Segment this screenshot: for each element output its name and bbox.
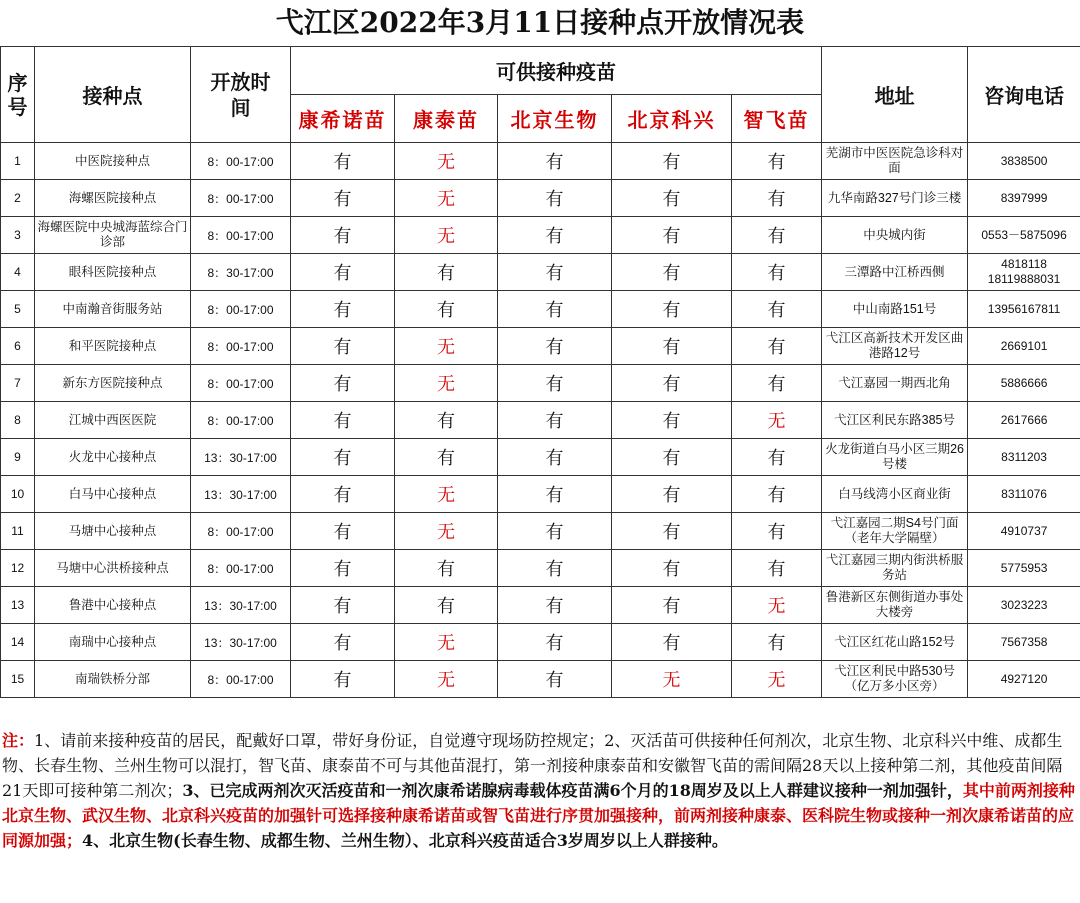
- vaccine-availability: 无: [395, 143, 498, 180]
- vaccine-availability: 有: [395, 402, 498, 439]
- phone-number: 5775953: [968, 550, 1080, 587]
- row-number: 8: [1, 402, 35, 439]
- vaccine-availability: 有: [498, 476, 612, 513]
- opening-hours: 8：00-17:00: [191, 550, 291, 587]
- notes-part-2: 3、已完成两剂次灭活疫苗和一剂次康希诺腺病毒载体疫苗满6个月的18周岁及以上人群建议接种一剂加强针，: [182, 781, 963, 800]
- vaccine-availability: 有: [291, 365, 395, 402]
- vaccine-availability: 有: [498, 143, 612, 180]
- table-row: [1, 661, 1080, 698]
- site-name: 新东方医院接种点: [35, 365, 191, 402]
- opening-hours: 8：00-17:00: [191, 402, 291, 439]
- site-name: 江城中西医医院: [35, 402, 191, 439]
- header-hours: 开放时间: [191, 47, 291, 143]
- vaccine-availability: 有: [498, 291, 612, 328]
- vaccine-availability: 有: [732, 328, 822, 365]
- vaccine-availability: 有: [498, 624, 612, 661]
- site-name: 海螺医院中央城海蓝综合门诊部: [35, 217, 191, 254]
- row-number: 9: [1, 439, 35, 476]
- row-number: 10: [1, 476, 35, 513]
- table-row: [1, 587, 1080, 624]
- row-number: 7: [1, 365, 35, 402]
- address: 三潭路中江桥西侧: [822, 254, 968, 291]
- site-name: 马塘中心洪桥接种点: [35, 550, 191, 587]
- row-number: 15: [1, 661, 35, 698]
- phone-number: 8311203: [968, 439, 1080, 476]
- vaccine-availability: 无: [395, 513, 498, 550]
- vaccine-availability: 有: [498, 587, 612, 624]
- notes: [2, 728, 1076, 853]
- row-number: 4: [1, 254, 35, 291]
- address: 芜湖市中医医院急诊科对面: [822, 143, 968, 180]
- site-name: 中南瀚音街服务站: [35, 291, 191, 328]
- vaccine-availability: 有: [732, 513, 822, 550]
- site-name: 南瑞铁桥分部: [35, 661, 191, 698]
- vaccine-availability: 有: [291, 513, 395, 550]
- vaccine-availability: 有: [395, 587, 498, 624]
- address: 中央城内街: [822, 217, 968, 254]
- row-number: 12: [1, 550, 35, 587]
- row-number: 3: [1, 217, 35, 254]
- table-row: [1, 143, 1080, 180]
- notes-part-3: 其中前两剂接种北京生物、武汉生物、北京科兴疫苗的加强针可选择接种康希诺苗或智飞苗进行序贯加强接种，前两剂接种康泰、医科院生物或接种一剂次康希诺苗的应同源加强；: [2, 781, 1075, 850]
- table-row: [1, 180, 1080, 217]
- vaccine-availability: 有: [612, 439, 732, 476]
- vaccine-availability: 有: [612, 328, 732, 365]
- vaccine-availability: 无: [395, 661, 498, 698]
- phone-number: 4927120: [968, 661, 1080, 698]
- vaccine-availability: 有: [395, 550, 498, 587]
- phone-number: 2617666: [968, 402, 1080, 439]
- header-vaccines-group: 可供接种疫苗: [291, 47, 822, 95]
- table-row: [1, 550, 1080, 587]
- vaccine-header: 康泰苗: [395, 95, 498, 143]
- phone-number: 3023223: [968, 587, 1080, 624]
- vaccine-availability: 有: [395, 254, 498, 291]
- vaccine-availability: 有: [395, 439, 498, 476]
- vaccine-availability: 有: [498, 439, 612, 476]
- site-name: 南瑞中心接种点: [35, 624, 191, 661]
- vaccine-availability: 有: [291, 439, 395, 476]
- phone-number: 0553－5875096: [968, 217, 1080, 254]
- vaccine-availability: 有: [291, 550, 395, 587]
- vaccine-availability: 有: [291, 587, 395, 624]
- vaccine-availability: 有: [498, 328, 612, 365]
- vaccine-availability: 有: [498, 217, 612, 254]
- row-number: 6: [1, 328, 35, 365]
- vaccine-availability: 有: [498, 661, 612, 698]
- vaccine-availability: 有: [612, 402, 732, 439]
- vaccine-availability: 有: [732, 439, 822, 476]
- row-number: 13: [1, 587, 35, 624]
- vaccine-header: 康希诺苗: [291, 95, 395, 143]
- table-row: [1, 439, 1080, 476]
- phone-number: 5886666: [968, 365, 1080, 402]
- vaccine-availability: 有: [612, 143, 732, 180]
- opening-hours: 8：00-17:00: [191, 143, 291, 180]
- row-number: 2: [1, 180, 35, 217]
- site-name: 火龙中心接种点: [35, 439, 191, 476]
- vaccine-availability: 有: [291, 217, 395, 254]
- table-row: [1, 365, 1080, 402]
- vaccine-availability: 无: [395, 217, 498, 254]
- vaccine-availability: 无: [732, 402, 822, 439]
- vaccine-availability: 有: [612, 365, 732, 402]
- site-name: 中医院接种点: [35, 143, 191, 180]
- notes-part-1: 1、请前来接种疫苗的居民，配戴好口罩，带好身份证，自觉遵守现场防控规定；2、灭活苗可供接种任何剂次，北京生物、北京科兴中维、成都生物、长春生物、兰州生物可以混打，智飞苗、康泰苗不可与其他苗混打，第一剂接种康泰苗和安徽智飞苗的需间隔28天以上接种第二剂，其他疫苗间隔21天即可接种第二剂次；: [2, 731, 1063, 800]
- phone-number: 8311076: [968, 476, 1080, 513]
- vaccine-availability: 有: [612, 476, 732, 513]
- table-row: [1, 402, 1080, 439]
- header-site: 接种点: [35, 47, 191, 143]
- vaccine-header: 智飞苗: [732, 95, 822, 143]
- header-row: [1, 47, 1080, 95]
- header-address: 地址: [822, 47, 968, 143]
- opening-hours: 8：00-17:00: [191, 661, 291, 698]
- row-number: 1: [1, 143, 35, 180]
- address: 弋江嘉园三期内街洪桥服务站: [822, 550, 968, 587]
- address: 弋江区红花山路152号: [822, 624, 968, 661]
- opening-hours: 13：30-17:00: [191, 624, 291, 661]
- vaccine-header: 北京科兴: [612, 95, 732, 143]
- vaccine-availability: 有: [291, 143, 395, 180]
- vaccine-availability: 有: [612, 254, 732, 291]
- vaccine-availability: 有: [498, 402, 612, 439]
- notes-lead: 注：: [2, 731, 35, 750]
- address: 鲁港新区东侧街道办事处大楼旁: [822, 587, 968, 624]
- vaccine-availability: 有: [732, 624, 822, 661]
- vaccine-availability: 有: [291, 180, 395, 217]
- vaccine-availability: 无: [395, 365, 498, 402]
- opening-hours: 8：00-17:00: [191, 180, 291, 217]
- phone-number: 4910737: [968, 513, 1080, 550]
- table-row: [1, 624, 1080, 661]
- phone-number: 7567358: [968, 624, 1080, 661]
- vaccine-availability: 有: [291, 328, 395, 365]
- vaccine-availability: 有: [291, 624, 395, 661]
- vaccine-availability: 有: [732, 180, 822, 217]
- opening-hours: 13：30-17:00: [191, 587, 291, 624]
- site-name: 马塘中心接种点: [35, 513, 191, 550]
- vaccine-availability: 有: [732, 254, 822, 291]
- vaccine-availability: 无: [732, 587, 822, 624]
- table-row: [1, 217, 1080, 254]
- phone-number: 13956167811: [968, 291, 1080, 328]
- vaccine-availability: 有: [612, 513, 732, 550]
- table-row: [1, 328, 1080, 365]
- site-name: 眼科医院接种点: [35, 254, 191, 291]
- vaccine-availability: 有: [395, 291, 498, 328]
- vaccine-availability: 无: [395, 328, 498, 365]
- vaccine-availability: 有: [732, 365, 822, 402]
- address: 中山南路151号: [822, 291, 968, 328]
- vaccine-availability: 有: [291, 476, 395, 513]
- vaccination-sites-table: [0, 46, 1080, 698]
- vaccine-header: 北京生物: [498, 95, 612, 143]
- vaccine-availability: 有: [612, 217, 732, 254]
- address: 弋江区高新技术开发区曲港路12号: [822, 328, 968, 365]
- vaccine-availability: 有: [732, 476, 822, 513]
- header-phone: 咨询电话: [968, 47, 1080, 143]
- vaccine-availability: 有: [612, 624, 732, 661]
- vaccine-availability: 有: [291, 291, 395, 328]
- opening-hours: 8：00-17:00: [191, 513, 291, 550]
- opening-hours: 8：00-17:00: [191, 217, 291, 254]
- opening-hours: 8：00-17:00: [191, 291, 291, 328]
- vaccine-availability: 有: [732, 143, 822, 180]
- phone-number: 8397999: [968, 180, 1080, 217]
- page-title: 弋江区2022年3月11日接种点开放情况表: [275, 6, 805, 39]
- site-name: 白马中心接种点: [35, 476, 191, 513]
- site-name: 和平医院接种点: [35, 328, 191, 365]
- table-row: [1, 476, 1080, 513]
- vaccine-availability: 有: [732, 217, 822, 254]
- address: 九华南路327号门诊三楼: [822, 180, 968, 217]
- vaccine-availability: 有: [612, 587, 732, 624]
- address: 弋江区利民东路385号: [822, 402, 968, 439]
- vaccine-availability: 有: [498, 180, 612, 217]
- vaccine-availability: 无: [732, 661, 822, 698]
- row-number: 14: [1, 624, 35, 661]
- address: 白马线湾小区商业街: [822, 476, 968, 513]
- address: 弋江嘉园二期S4号门面（老年大学隔壁）: [822, 513, 968, 550]
- vaccine-availability: 有: [612, 550, 732, 587]
- row-number: 11: [1, 513, 35, 550]
- vaccine-availability: 无: [395, 624, 498, 661]
- phone-number: 2669101: [968, 328, 1080, 365]
- address: 弋江嘉园一期西北角: [822, 365, 968, 402]
- vaccine-availability: 有: [612, 180, 732, 217]
- vaccine-availability: 有: [291, 254, 395, 291]
- header-seq: 序号: [1, 47, 35, 143]
- address: 火龙街道白马小区三期26号楼: [822, 439, 968, 476]
- opening-hours: 8：00-17:00: [191, 328, 291, 365]
- notes-part-4: 4、北京生物(长春生物、成都生物、兰州生物）、北京科兴疫苗适合3岁周岁以上人群接种。: [82, 831, 728, 850]
- table-row: [1, 513, 1080, 550]
- row-number: 5: [1, 291, 35, 328]
- opening-hours: 8：00-17:00: [191, 365, 291, 402]
- table-row: [1, 291, 1080, 328]
- address: 弋江区利民中路530号（亿万多小区旁）: [822, 661, 968, 698]
- vaccine-availability: 有: [291, 661, 395, 698]
- vaccine-availability: 有: [732, 550, 822, 587]
- opening-hours: 13：30-17:00: [191, 476, 291, 513]
- phone-number: 3838500: [968, 143, 1080, 180]
- vaccine-availability: 有: [498, 254, 612, 291]
- vaccine-availability: 有: [498, 365, 612, 402]
- vaccine-availability: 有: [498, 550, 612, 587]
- vaccine-availability: 有: [612, 291, 732, 328]
- site-name: 海螺医院接种点: [35, 180, 191, 217]
- vaccine-availability: 无: [395, 180, 498, 217]
- vaccine-availability: 有: [291, 402, 395, 439]
- opening-hours: 8：30-17:00: [191, 254, 291, 291]
- site-name: 鲁港中心接种点: [35, 587, 191, 624]
- vaccine-availability: 有: [732, 291, 822, 328]
- phone-number: 4818118 18119888031: [968, 254, 1080, 291]
- table-row: [1, 254, 1080, 291]
- vaccine-availability: 有: [498, 513, 612, 550]
- vaccine-availability: 无: [395, 476, 498, 513]
- opening-hours: 13：30-17:00: [191, 439, 291, 476]
- vaccine-availability: 无: [612, 661, 732, 698]
